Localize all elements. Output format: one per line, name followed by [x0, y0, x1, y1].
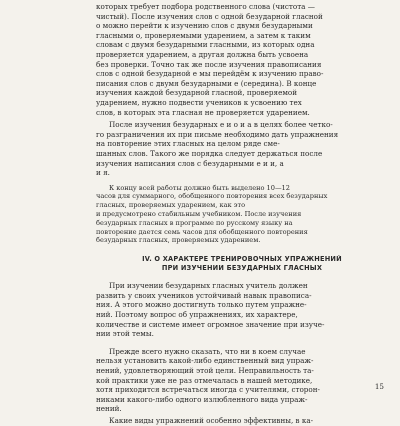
text-line: хотя приходится встречаться иногда с учителями, сторон- — [96, 385, 320, 395]
text-line: гласных, проверяемых ударением, как это — [96, 201, 246, 210]
text-line: Прежде всего нужно сказать, что ни в коем случае — [109, 346, 306, 356]
text-line: и предусмотрено стабильным учебником. После изучения — [96, 210, 302, 219]
text-line: никами какого-либо одного излюбленного вида упраж- — [96, 394, 308, 404]
text-line: которых требует подбора родственного слова (чистота — — [96, 2, 315, 11]
text-line: проверяется ударением, а другая должна быть усвоена — [96, 49, 309, 59]
text-line: кой практики уже не раз отмечалась в нашей методике, — [96, 375, 313, 385]
text-line: ния. А этого можно достигнуть только путем упражне- — [96, 300, 307, 310]
paragraph-2 — [96, 120, 388, 178]
text-line: При изучении безударных гласных учитель должен — [109, 281, 308, 291]
text-line: безударных гласных, проверяемых ударением. — [96, 236, 261, 245]
text-line: безударных гласных в программе по русскому языку на — [96, 218, 293, 227]
paragraph-3 — [96, 184, 388, 246]
page-number: 15 — [374, 382, 384, 391]
text-line: изучения каждой безударной гласной, проверяемой — [96, 88, 298, 98]
section-heading — [96, 255, 388, 273]
heading-line-1: IV. О ХАРАКТЕРЕ ТРЕНИРОВОЧНЫХ УПРАЖНЕНИЙ — [142, 255, 342, 264]
text-line: нений, удовлетворяющий этой цели. Неправильность та- — [96, 366, 314, 376]
paragraph-4 — [96, 281, 388, 339]
text-line: повторение дается семь часов для обобщенного повторения — [96, 227, 308, 236]
text-line: развить у своих учеников устойчивый навык правописа- — [96, 290, 312, 300]
text-line: шанных слов. Такого же порядка следует держаться после — [96, 148, 323, 158]
text-line: на повторение этих гласных на целом ряде сме- — [96, 139, 280, 149]
text-line: словам с двумя безударными гласными, из которых одна — [96, 40, 315, 50]
text-line: о можно перейти к изучению слов с двумя безударными — [96, 21, 313, 31]
text-line: После изучения безударных е и о и а в целях более четко- — [109, 120, 333, 130]
text-line: слов, в которых эта гласная не проверяется ударением. — [96, 107, 310, 117]
text-line: ударением, нужно подвести учеников к усвоению тех — [96, 97, 302, 107]
text-line: нельзя установить какой-либо единственный вид упраж- — [96, 356, 314, 366]
text-line: слов с одной безударной е мы перейдём к изучению право- — [96, 69, 324, 79]
heading-line-2: ПРИ ИЗУЧЕНИИ БЕЗУДАРНЫХ ГЛАСНЫХ — [161, 264, 323, 273]
text-line: ний. Поэтому вопрос об упражнениях, их характере, — [96, 310, 298, 320]
paragraph-1 — [96, 2, 388, 117]
text-line: гласными о, проверяемыми ударением, а затем к таким — [96, 30, 311, 40]
text-line: часов для суммарного, обобщенного повторения всех безударных — [96, 192, 328, 201]
text-line: Какие виды упражнений особенно эффективны, в ка- — [109, 415, 314, 425]
text-line: писания слов с двумя безударными е (середина). В конце — [96, 78, 317, 88]
text-line: нии этой темы. — [96, 329, 154, 339]
paragraph-5 — [96, 347, 388, 414]
text-line: го разграничения их при письме необходимо дать упражнения — [96, 129, 339, 139]
text-line: изучения написания слов с безударными е и и, а — [96, 158, 284, 168]
text-line: и я. — [96, 168, 110, 178]
paragraph-6 — [96, 416, 388, 426]
text-line: без проверки. Точно так же после изучения правописания — [96, 59, 322, 69]
text-line: чистый). После изучения слов с одной безударной гласной — [96, 11, 323, 21]
text-line: количестве и системе имеет огромное значение при изуче- — [96, 319, 325, 329]
text-line: К концу всей работы должно быть выделено 10—12 — [109, 183, 290, 192]
text-line: нений. — [96, 404, 122, 414]
